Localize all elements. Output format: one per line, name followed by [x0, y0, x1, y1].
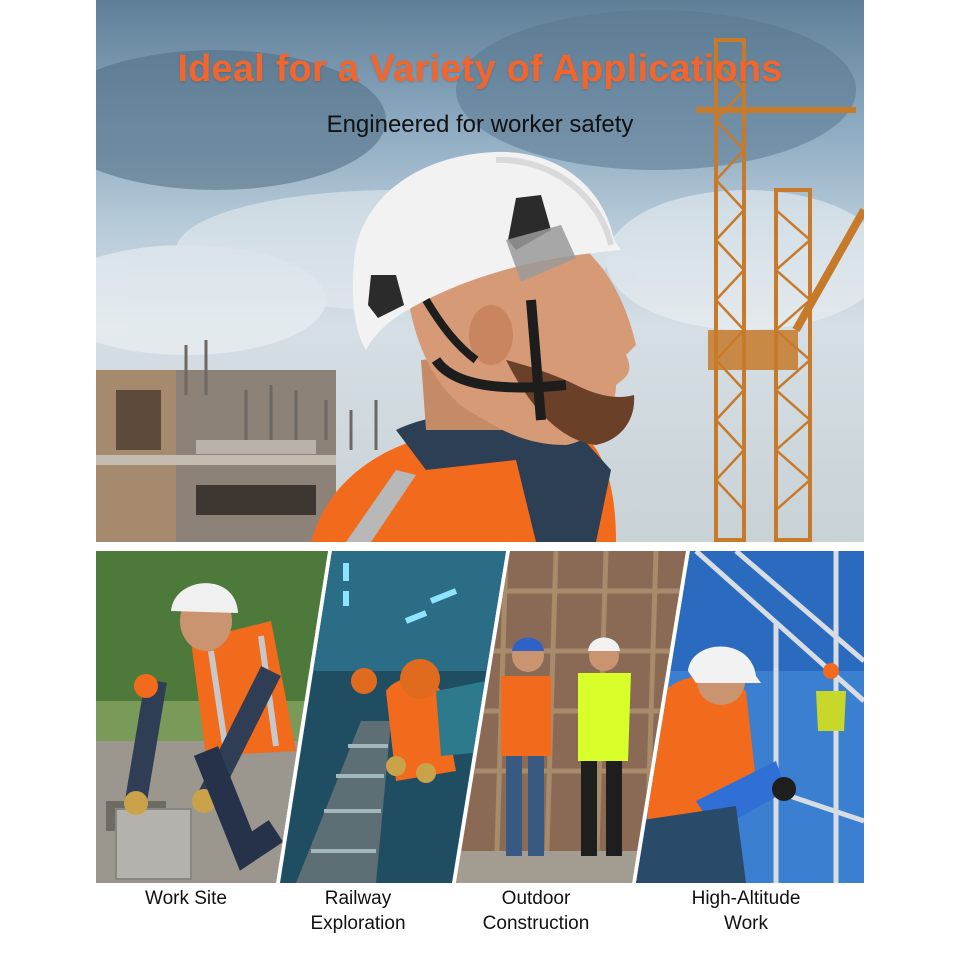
label-railway-line1: Railway: [324, 888, 392, 909]
label-high-altitude-line2: Work: [724, 913, 768, 934]
hero-banner: [96, 0, 864, 542]
label-high-altitude-line1: High-Altitude: [691, 888, 801, 909]
label-work-site-line1: Work Site: [144, 888, 227, 909]
hero-title: Ideal for a Variety of Applications: [177, 48, 783, 90]
label-railway-line2: Exploration: [310, 913, 406, 934]
applications-strip: [96, 551, 864, 883]
hero-subtitle: Engineered for worker safety: [326, 111, 634, 138]
label-outdoor-line1: Outdoor: [501, 888, 571, 909]
label-outdoor-line2: Construction: [482, 913, 590, 934]
label-outdoor-construction: [446, 886, 626, 936]
product-card: [96, 0, 864, 960]
applications-photos: [96, 551, 864, 883]
label-high-altitude-work: [656, 886, 836, 936]
label-work-site: [96, 886, 276, 911]
label-railway-exploration: [268, 886, 448, 936]
